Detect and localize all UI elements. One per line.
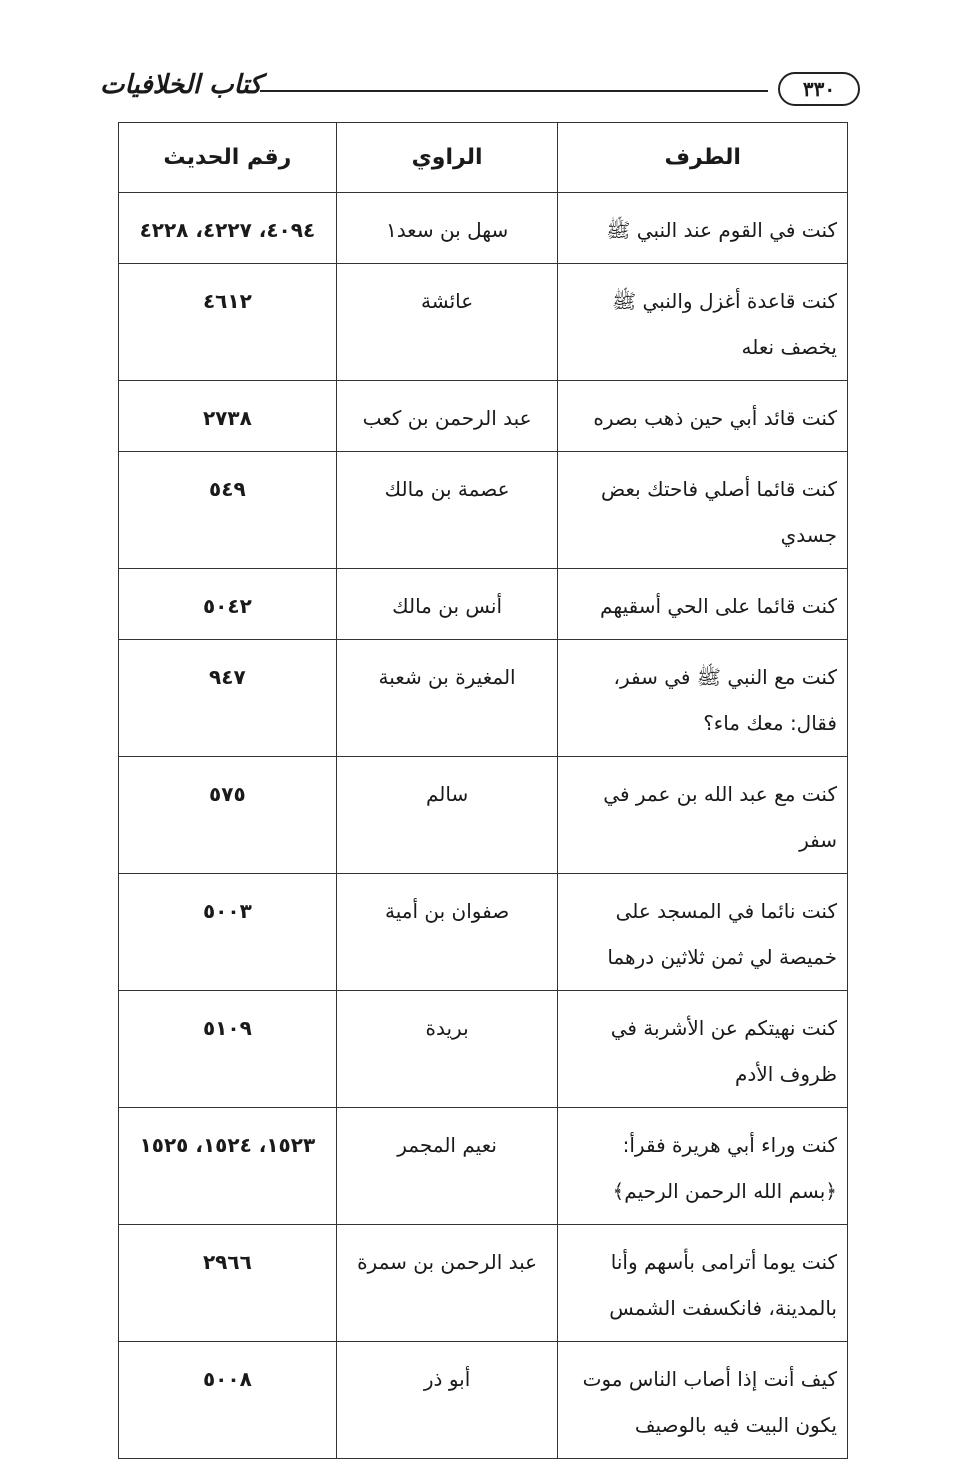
hadith-number-cell: ٤٠٩٤، ٤٢٢٧، ٤٢٢٨ xyxy=(119,193,337,264)
tarf-cell: كنت قائما أصلي فاحتك بعض جسدي xyxy=(558,452,848,569)
hadith-number-cell: ١٥٢٣، ١٥٢٤، ١٥٢٥ xyxy=(119,1108,337,1225)
rawi-cell: سهل بن سعد١ xyxy=(336,193,558,264)
page-number: ٣٣٠ xyxy=(778,72,860,106)
tarf-cell: كنت قائد أبي حين ذهب بصره xyxy=(558,381,848,452)
tarf-cell: كنت يوما أترامى بأسهم وأنا بالمدينة، فانكسفت الشمس xyxy=(558,1225,848,1342)
hadith-number-cell: ٥٤٩ xyxy=(119,452,337,569)
hadith-number-cell: ٩٤٧ xyxy=(119,640,337,757)
rawi-cell: عبد الرحمن بن سمرة xyxy=(336,1225,558,1342)
rawi-cell: بريدة xyxy=(336,991,558,1108)
rawi-cell: المغيرة بن شعبة xyxy=(336,640,558,757)
hadith-number-cell: ٥٠٠٣ xyxy=(119,874,337,991)
column-header-rawi: الراوي xyxy=(336,123,558,193)
rawi-cell: عبد الرحمن بن كعب xyxy=(336,381,558,452)
hadith-number-cell: ٤٦١٢ xyxy=(119,264,337,381)
tarf-cell: كنت مع النبي ﷺ في سفر، فقال: معك ماء؟ xyxy=(558,640,848,757)
table-row xyxy=(119,193,848,264)
tarf-cell: كنت قاعدة أغزل والنبي ﷺ يخصف نعله xyxy=(558,264,848,381)
rawi-cell: صفوان بن أمية xyxy=(336,874,558,991)
rawi-cell: سالم xyxy=(336,757,558,874)
table-row xyxy=(119,1342,848,1459)
table-row xyxy=(119,264,848,381)
hadith-number-cell: ٥١٠٩ xyxy=(119,991,337,1108)
table-row xyxy=(119,757,848,874)
table-row xyxy=(119,874,848,991)
table-row xyxy=(119,381,848,452)
tarf-cell: كيف أنت إذا أصاب الناس موت يكون البيت فيه بالوصيف xyxy=(558,1342,848,1459)
page-header xyxy=(100,66,860,112)
rawi-cell: أنس بن مالك xyxy=(336,569,558,640)
header-divider xyxy=(260,90,768,92)
table-header-row xyxy=(119,123,848,193)
tarf-cell: كنت مع عبد الله بن عمر في سفر xyxy=(558,757,848,874)
tarf-cell: كنت في القوم عند النبي ﷺ xyxy=(558,193,848,264)
rawi-cell: نعيم المجمر xyxy=(336,1108,558,1225)
table-row xyxy=(119,1108,848,1225)
tarf-cell: كنت وراء أبي هريرة فقرأ: ﴿بسم الله الرحمن الرحيم﴾ xyxy=(558,1108,848,1225)
table-row xyxy=(119,1225,848,1342)
hadith-index-table xyxy=(118,122,848,1459)
hadith-number-cell: ٥٠٠٨ xyxy=(119,1342,337,1459)
table-row xyxy=(119,640,848,757)
tarf-cell: كنت قائما على الحي أسقيهم xyxy=(558,569,848,640)
table-row xyxy=(119,452,848,569)
hadith-number-cell: ٥٧٥ xyxy=(119,757,337,874)
hadith-number-cell: ٢٧٣٨ xyxy=(119,381,337,452)
hadith-number-cell: ٥٠٤٢ xyxy=(119,569,337,640)
hadith-number-cell: ٢٩٦٦ xyxy=(119,1225,337,1342)
table-row xyxy=(119,991,848,1108)
column-header-tarf: الطرف xyxy=(558,123,848,193)
tarf-cell: كنت نهيتكم عن الأشربة في ظروف الأدم xyxy=(558,991,848,1108)
rawi-cell: عائشة xyxy=(336,264,558,381)
book-title: كتاب الخلافيات xyxy=(100,70,262,100)
table-row xyxy=(119,569,848,640)
rawi-cell: عصمة بن مالك xyxy=(336,452,558,569)
rawi-cell: أبو ذر xyxy=(336,1342,558,1459)
column-header-hadith-number: رقم الحديث xyxy=(119,123,337,193)
tarf-cell: كنت نائما في المسجد على خميصة لي ثمن ثلاثين درهما xyxy=(558,874,848,991)
